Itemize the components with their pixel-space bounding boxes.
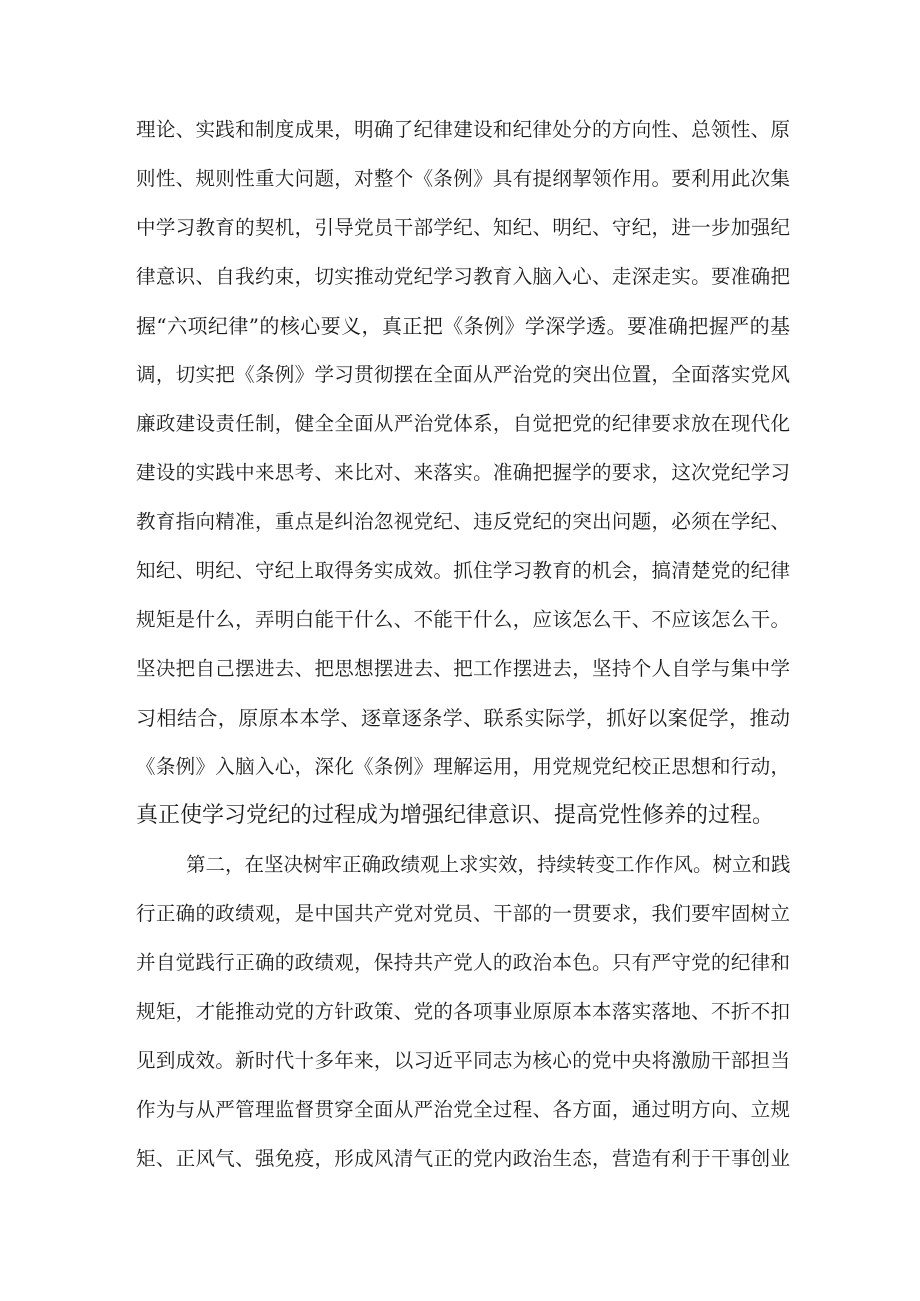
text-line: 《条例》入脑入心，深化《条例》理解运用，用党规党纪校正思想和行动， (136, 755, 790, 778)
text-line: 教育指向精准，重点是纠治忽视党纪、违反党纪的突出问题，必须在学纪、 (136, 510, 790, 533)
text-line: 规矩是什么，弄明白能干什么、不能干什么，应该怎么干、不应该怎么干。 (136, 608, 790, 631)
text-line: 作为与从严管理监督贯穿全面从严治党全过程、各方面，通过明方向、立规 (136, 1098, 790, 1121)
text-line: 中学习教育的契机，引导党员干部学纪、知纪、明纪、守纪，进一步加强纪 (136, 216, 790, 239)
text-line: 习相结合，原原本本学、逐章逐条学、联系实际学，抓好以案促学，推动 (136, 706, 790, 730)
text-line: 矩、正风气、强免疫，形成风清气正的党内政治生态，营造有利于干事创业 (136, 1147, 790, 1170)
text-line: 理论、实践和制度成果，明确了纪律建设和纪律处分的方向性、总领性、原 (136, 118, 790, 141)
text-line: 廉政建设责任制，健全全面从严治党体系，自觉把党的纪律要求放在现代化 (136, 412, 790, 435)
text-line: 真正使学习党纪的过程成为增强纪律意识、提高党性修养的过程。 (136, 803, 775, 828)
text-line: 见到成效。新时代十多年来，以习近平同志为核心的党中央将激励干部担当 (136, 1049, 790, 1072)
text-line: 调，切实把《条例》学习贯彻摆在全面从严治党的突出位置，全面落实党风 (136, 363, 790, 386)
text-line: 知纪、明纪、守纪上取得务实成效。抓住学习教育的机会，搞清楚党的纪律 (136, 559, 790, 582)
text-line: 则性、规则性重大问题，对整个《条例》具有提纲挈领作用。要利用此次集 (136, 167, 790, 190)
text-line: 建设的实践中来思考、来比对、来落实。准确把握学的要求，这次党纪学习 (136, 461, 790, 484)
text-line: 第二，在坚决树牢正确政绩观上求实效，持续转变工作作风。树立和践 (186, 853, 791, 876)
text-line: 行正确的政绩观，是中国共产党对党员、干部的一贯要求，我们要牢固树立 (136, 902, 790, 925)
text-line: 坚决把自己摆进去、把思想摆进去、把工作摆进去，坚持个人自学与集中学 (136, 657, 790, 680)
text-line: 律意识、自我约束，切实推动党纪学习教育入脑入心、走深走实。要准确把 (136, 265, 790, 288)
text-line: 规矩，才能推动党的方针政策、党的各项事业原原本本落实落地、不折不扣 (136, 1000, 790, 1023)
text-line: 并自觉践行正确的政绩观，保持共产党人的政治本色。只有严守党的纪律和 (136, 951, 790, 974)
text-line: 握“六项纪律”的核心要义，真正把《条例》学深学透。要准确把握严的基 (136, 314, 790, 338)
